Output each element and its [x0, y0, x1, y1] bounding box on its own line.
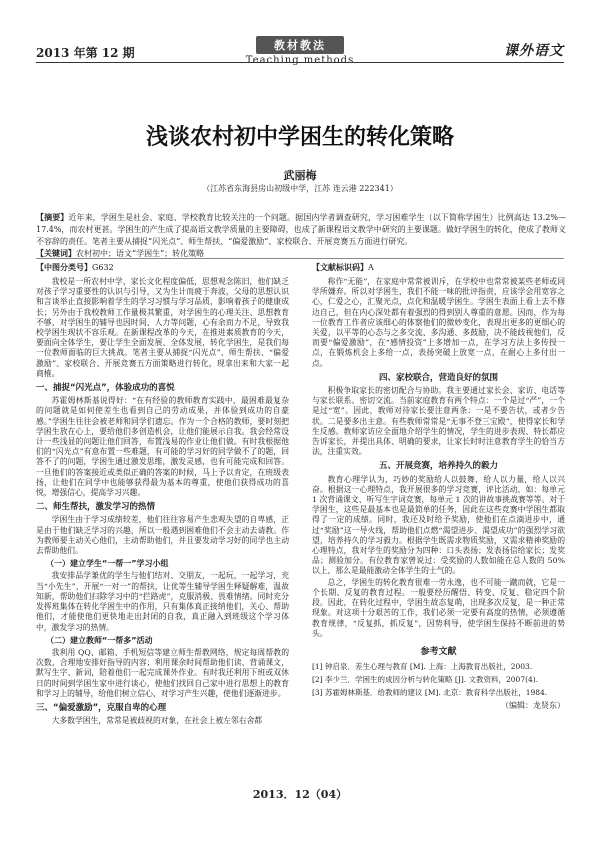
abstract-text: 近年来，学困生是社会、家庭、学校教育比较关注的一个问题。据国内学者调查研究，学习困难学生（以下简称学困生）比例高达 13.2%—17.4%，而农村更甚。学困生的产生成了提高语文教学质量的主要障碍，也成了新课程语文教学中研究的主要课题。做好学困生的转化，使成了教师义不容辞的责任。笔者主要从捕捉“闪光点”、师生帮扶、“偏爱激励”、家校联合、开展竞赛五方面进行研究。 [36, 213, 566, 246]
intro-paragraph: 我校是一所农村中学，家长文化程度偏低，思想观念陈旧，他们缺乏对孩子学习重要性的认识与引导，又为生计而疲于奔波，父母的思想认识和言谈举止直接影响着学生的学习习惯与学习品质，影响着孩子的健康成长；另外由于我校教师工作量极其繁重，对学困生的心理关注、思想教育不够，对学困生的辅导也因时间、人力等问题，心有余而力不足，导致我校学困生现状不容乐观。在新课程改革的今天，在推进素质教育的今天，要面向全体学生，要让学生全面发展、全体发展，转化学困生，是我们每一位教师面临的巨大挑战。笔者主要从捕捉“闪光点”、师生帮扶、“偏爱激励”、家校联合、开展竞赛五方面策略进行转化，现拿出来和大家一起商榷。 [36, 277, 289, 378]
section-2-paragraph: 学困生由于学习成绩较差，他们往往容易产生悲观失望的自卑感，正是由于他们缺乏学习的兴趣，所以一般遇到困难他们不会主动去请教。作为教师要主动关心他们，主动帮助他们，并且要发动学习好的同学也主动去帮助他们。 [36, 515, 289, 556]
class-label: 【中图分类号】 [36, 262, 92, 272]
continued-paragraph: 称作“无能”，在家庭中常常被训斥，在学校中也常常被某些老师或同学所嫌弃。所以对学困生，我们不能一味的批评指责，应该学会用宽容之心，仁爱之心，汇聚光点，点化和温暖学困生。学困生表面上看上去不修边自己，但在内心深处都有着强烈的得到别人尊重的意愿。因而，作为每一位教育工作者应该细心的体察他们的微妙变化，表现出更多的更细心的关爱，以平等的心态与之多交流、多沟通、多鼓励，决不能歧视他们，反而要“偏爱激励”，在“感情投资”上多增加一点，在学习方法上多传授一点，在锻炼机会上多给一点，表扬突破上放宽一点，在耐心上多付出一点。 [312, 277, 565, 368]
left-column [36, 277, 289, 727]
section-3-paragraph: 大多数学困生，常常是被歧视的对象，在社会上被左邻右舍都 [51, 716, 263, 726]
section-banner: 教材教法 [256, 36, 344, 54]
section-2-heading: 二、师生帮扶，激发学习的热情 [36, 502, 156, 513]
class-value: G632 [92, 263, 114, 272]
header-rule [36, 62, 564, 63]
reference-item: [3] 苏霍姆林斯基．给教师的建议 [M]. 北京：教育科学出版社，1984. [312, 688, 548, 698]
header-issue: 2013 年第 12 期 [36, 46, 135, 60]
section-1-heading: 一、捕捉“闪光点”，体验成功的喜悦 [36, 383, 175, 394]
section-english: Teaching methods [245, 55, 355, 66]
section-3-heading: 三、“偏爱激励”，克服自卑的心理 [36, 702, 167, 713]
doc-code [312, 262, 374, 273]
abstract [36, 211, 566, 248]
editor-credit: （编辑：龙贤东） [501, 701, 565, 711]
keywords-label: 【关键词】 [36, 248, 76, 258]
subsection-1-paragraph: 我安排品学兼优的学生与他们结对、交朋友，一起玩，一起学习，充当“小先生”，开展“一对一”的帮扶，让优等生辅导学困生释疑解难，温故知新，帮助他们扫除学习中的“拦路虎”，克服消极、畏难情绪。同时充分发挥班集体在转化学困生中的作用，只有集体真正接纳他们，关心、帮助他们，才能使他们更快地走出封闭的自我，真正融入到班级这个学习体中，激发学习的热情。 [36, 571, 289, 632]
reference-item: [1] 钟启泉．差生心理与教育 [M]. 上海：上海教育出版社，2003. [312, 662, 533, 672]
conclusion-paragraph: 总之，学困生的转化教育很难一劳永逸，也不可能一蹴而就，它是一个长期、反复的教育过程。一般要经历醒悟、转变、反复、稳定四个阶段。因此，在转化过程中，学困生故态复萌，出现多次反复，是一种正常现象。对这项十分艰苦的工作，我们必须一定要有高度的热情，必须遵循教育规律，“反复抓，抓反复”，因势利导，使学困生保持不断前进的势头。 [312, 577, 565, 638]
section-4-heading: 四、家校联合，营造良好的氛围 [378, 372, 498, 383]
article-author: 武丽梅 [283, 169, 317, 182]
article-affiliation: （江苏省东海县房山初级中学，江苏 连云港 222341） [202, 184, 398, 193]
journal-name: 课外语文 [504, 43, 564, 59]
section-1-paragraph: 苏霍姆林斯基说得好：“在有经验的教师教育实践中，最困难最复杂的问题就是如何使差生也看到自己的劳动成果，并体验到成功的自豪感。”学困生往往会被老师和同学们遗忘。作为一个合格的教师，要时刻把学困生放在心上，要给他们多创造机会，让他们能展示自我。我会经常设计一些浅显的问题让他们回答，布置浅易的作业让他们做。有时我根据他们的“闪光点”有意布置一些难题，有可能的学习好的同学做不了的题，回答不了的问题，学困生通过激发思维，激发灵感，也有可能完成和回答。一旦他们的答案接近或类似正确的答案的时候，马上予以肯定，在班级表扬，让他们在同学中也能够获得最为基本的尊重，使他们获得成功的喜悦，增强信心，提高学习兴趣。 [36, 396, 289, 498]
abstract-rule [36, 258, 564, 259]
section-5-paragraph: 教育心理学认为，巧妙的奖励给人以鼓舞，给人以力量，给人以兴奋。根据这一心理特点，我开展很多的学习竞赛，评比活动，如：每单元 1 次背诵课文、听写生字词竞赛，每单元 1 次的讲故事挑战赛等等。对于学困生，这些是最基本也是最简单的任务，因此在这些竞赛中学困生都取得了一定的成绩。同时，我还及时给予奖励，使他们在点滴进步中，通过“奖励”这一导火线，帮助他们点燃“渴望进步、渴望成功”的强烈学习欲望，培养持久的学习毅力。根据学生既需求物质奖励，又需求精神奖励的心理特点，我对学生的奖励分为四种：口头表扬；发表扬信给家长；发奖品；测验加分。有位教育家曾说过：受奖励的人数如能在总人数的 50% 以上，那么是最能激动全体学生的士气的。 [312, 474, 565, 576]
abstract-label: 【摘要】 [36, 212, 69, 222]
keywords-text: 农村初中；语文“学困生”；转化策略 [76, 249, 205, 258]
references-heading: 参考文献 [420, 646, 457, 657]
doc-value: A [368, 263, 374, 272]
article-title: 浅谈农村初中学困生的转化策略 [145, 125, 454, 150]
section-5-heading: 五、开展竞赛，培养持久的毅力 [378, 461, 498, 472]
page-number: 2013．12（04） [252, 788, 348, 801]
reference-item: [2] 李少兰．学困生的成因分析与转化策略 [J]. 文教资料，2007(4). [312, 675, 539, 685]
subsection-2-heading: （二）建立教师“一帮多”活动 [46, 635, 153, 645]
right-column [312, 277, 565, 711]
class-number [36, 262, 114, 273]
section-4-paragraph: 积极争取家长的密切配合与协助。我主要通过家长会、家访、电话等与家长联系。密切交流。当前家庭教育有两个特点：一个是过“严”，一个是过“宽”。因此，教师对待家长要注意两条：一是不要告状，或者少告状。二是要多出主意。有些教师常常是“无事不登三宝殿”，使得家长和学生反感。教师家访应全面地介绍学生的情况，学生的进步表现、特长都应告诉家长，并提出具体、明确的要求，让家长时时注意教育学生的恰当方法，注重实效。 [312, 386, 565, 457]
subsection-1-heading: （一）建立学生“一帮一”学习小组 [46, 559, 169, 569]
doc-label: 【文献标识码】 [312, 262, 368, 272]
subsection-2-paragraph: 我利用 QQ、邮箱、手机短信等建立师生帮教网络，规定每周帮教的次数，合理地安排好指导的内容；利用课余时间帮助他们读、背诵课文，默写生字、新词，陪着他们一起完成课外作业。有时我还利用下班或双休日的时间到学困生家中进行谈心，使他们找回自己家中进行思想上的教育和学习上的辅导，给他们树立信心，对学习产生兴趣，使他们逐渐进步。 [36, 647, 289, 698]
